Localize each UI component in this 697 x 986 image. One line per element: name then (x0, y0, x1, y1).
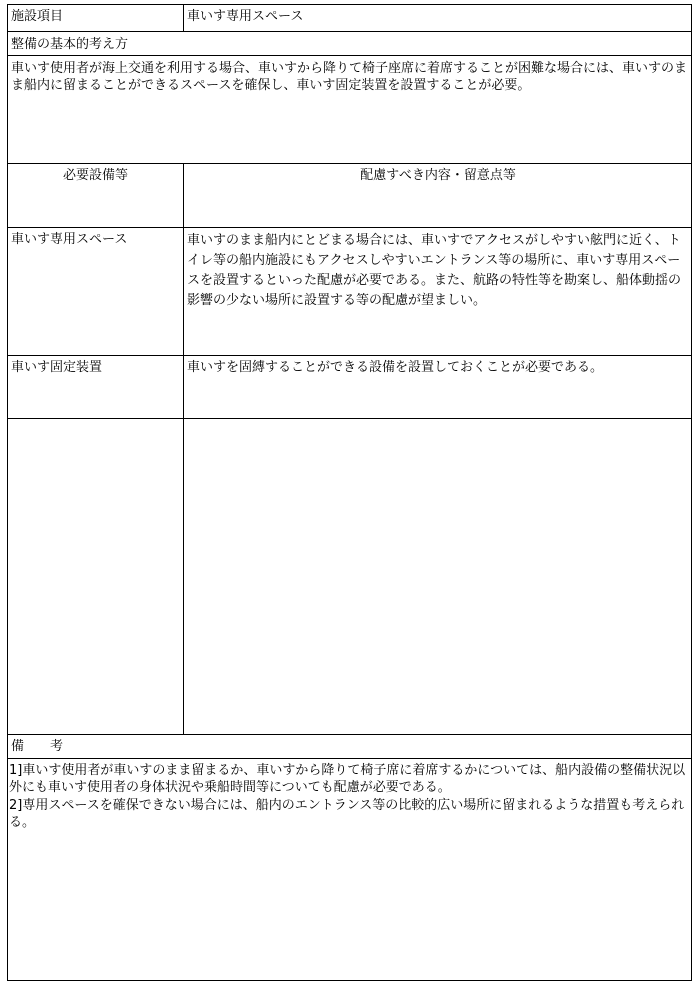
item-value: 車いす専用スペース (187, 9, 304, 24)
remarks-title: 備 考 (11, 739, 64, 754)
remark-note: 2]専用スペースを確保できない場合には、船内のエントランス等の比較的広い場所に留まれるような措置も考えられる。 (9, 798, 685, 830)
equipment-cell: 車いす固定装置 (11, 360, 103, 375)
consideration-cell: 車いすを固縛することができる設備を設置しておくことが必要である。 (187, 360, 604, 375)
consideration-cell: 車いすのまま船内にとどまる場合には、車いすでアクセスがしやすい舷門に近く、トイレ等の船内施設にもアクセスしやすいエントランス等の場所に、車いす専用スペースを設置するといった配慮が必要である。また、航路の特性等を勘案し、船体動揺の影響の少ない場所に設置する等の配慮が望ましい。 (187, 233, 682, 308)
divider (7, 227, 692, 228)
remark-note: 1]車いす使用者が車いすのまま留まるか、車いすから降りて椅子席に着席するかについては、船内設備の整備状況以外にも車いす使用者の身体状況や乗船時間等についても配慮が必要である。 (9, 763, 686, 795)
column-header-equipment: 必要設備等 (62, 168, 128, 183)
basic-concept-body: 車いす使用者が海上交通を利用する場合、車いすから降りて椅子座席に着席することが困難な場合には、車いすのまま船内に留まることができるスペースを確保し、車いす固定装置を設置することが必要。 (11, 61, 688, 93)
column-divider (183, 163, 184, 735)
column-divider (183, 4, 184, 32)
divider (7, 163, 692, 164)
item-label: 施設項目 (11, 9, 64, 24)
divider (7, 418, 692, 419)
column-header-consideration: 配慮すべき内容・留意点等 (360, 168, 516, 183)
divider (7, 355, 692, 356)
divider (7, 55, 692, 56)
equipment-cell: 車いす専用スペース (11, 232, 128, 247)
table-frame (7, 4, 692, 981)
divider (7, 734, 692, 735)
divider (7, 31, 692, 32)
divider (7, 758, 692, 759)
basic-concept-title: 整備の基本的考え方 (11, 37, 129, 52)
